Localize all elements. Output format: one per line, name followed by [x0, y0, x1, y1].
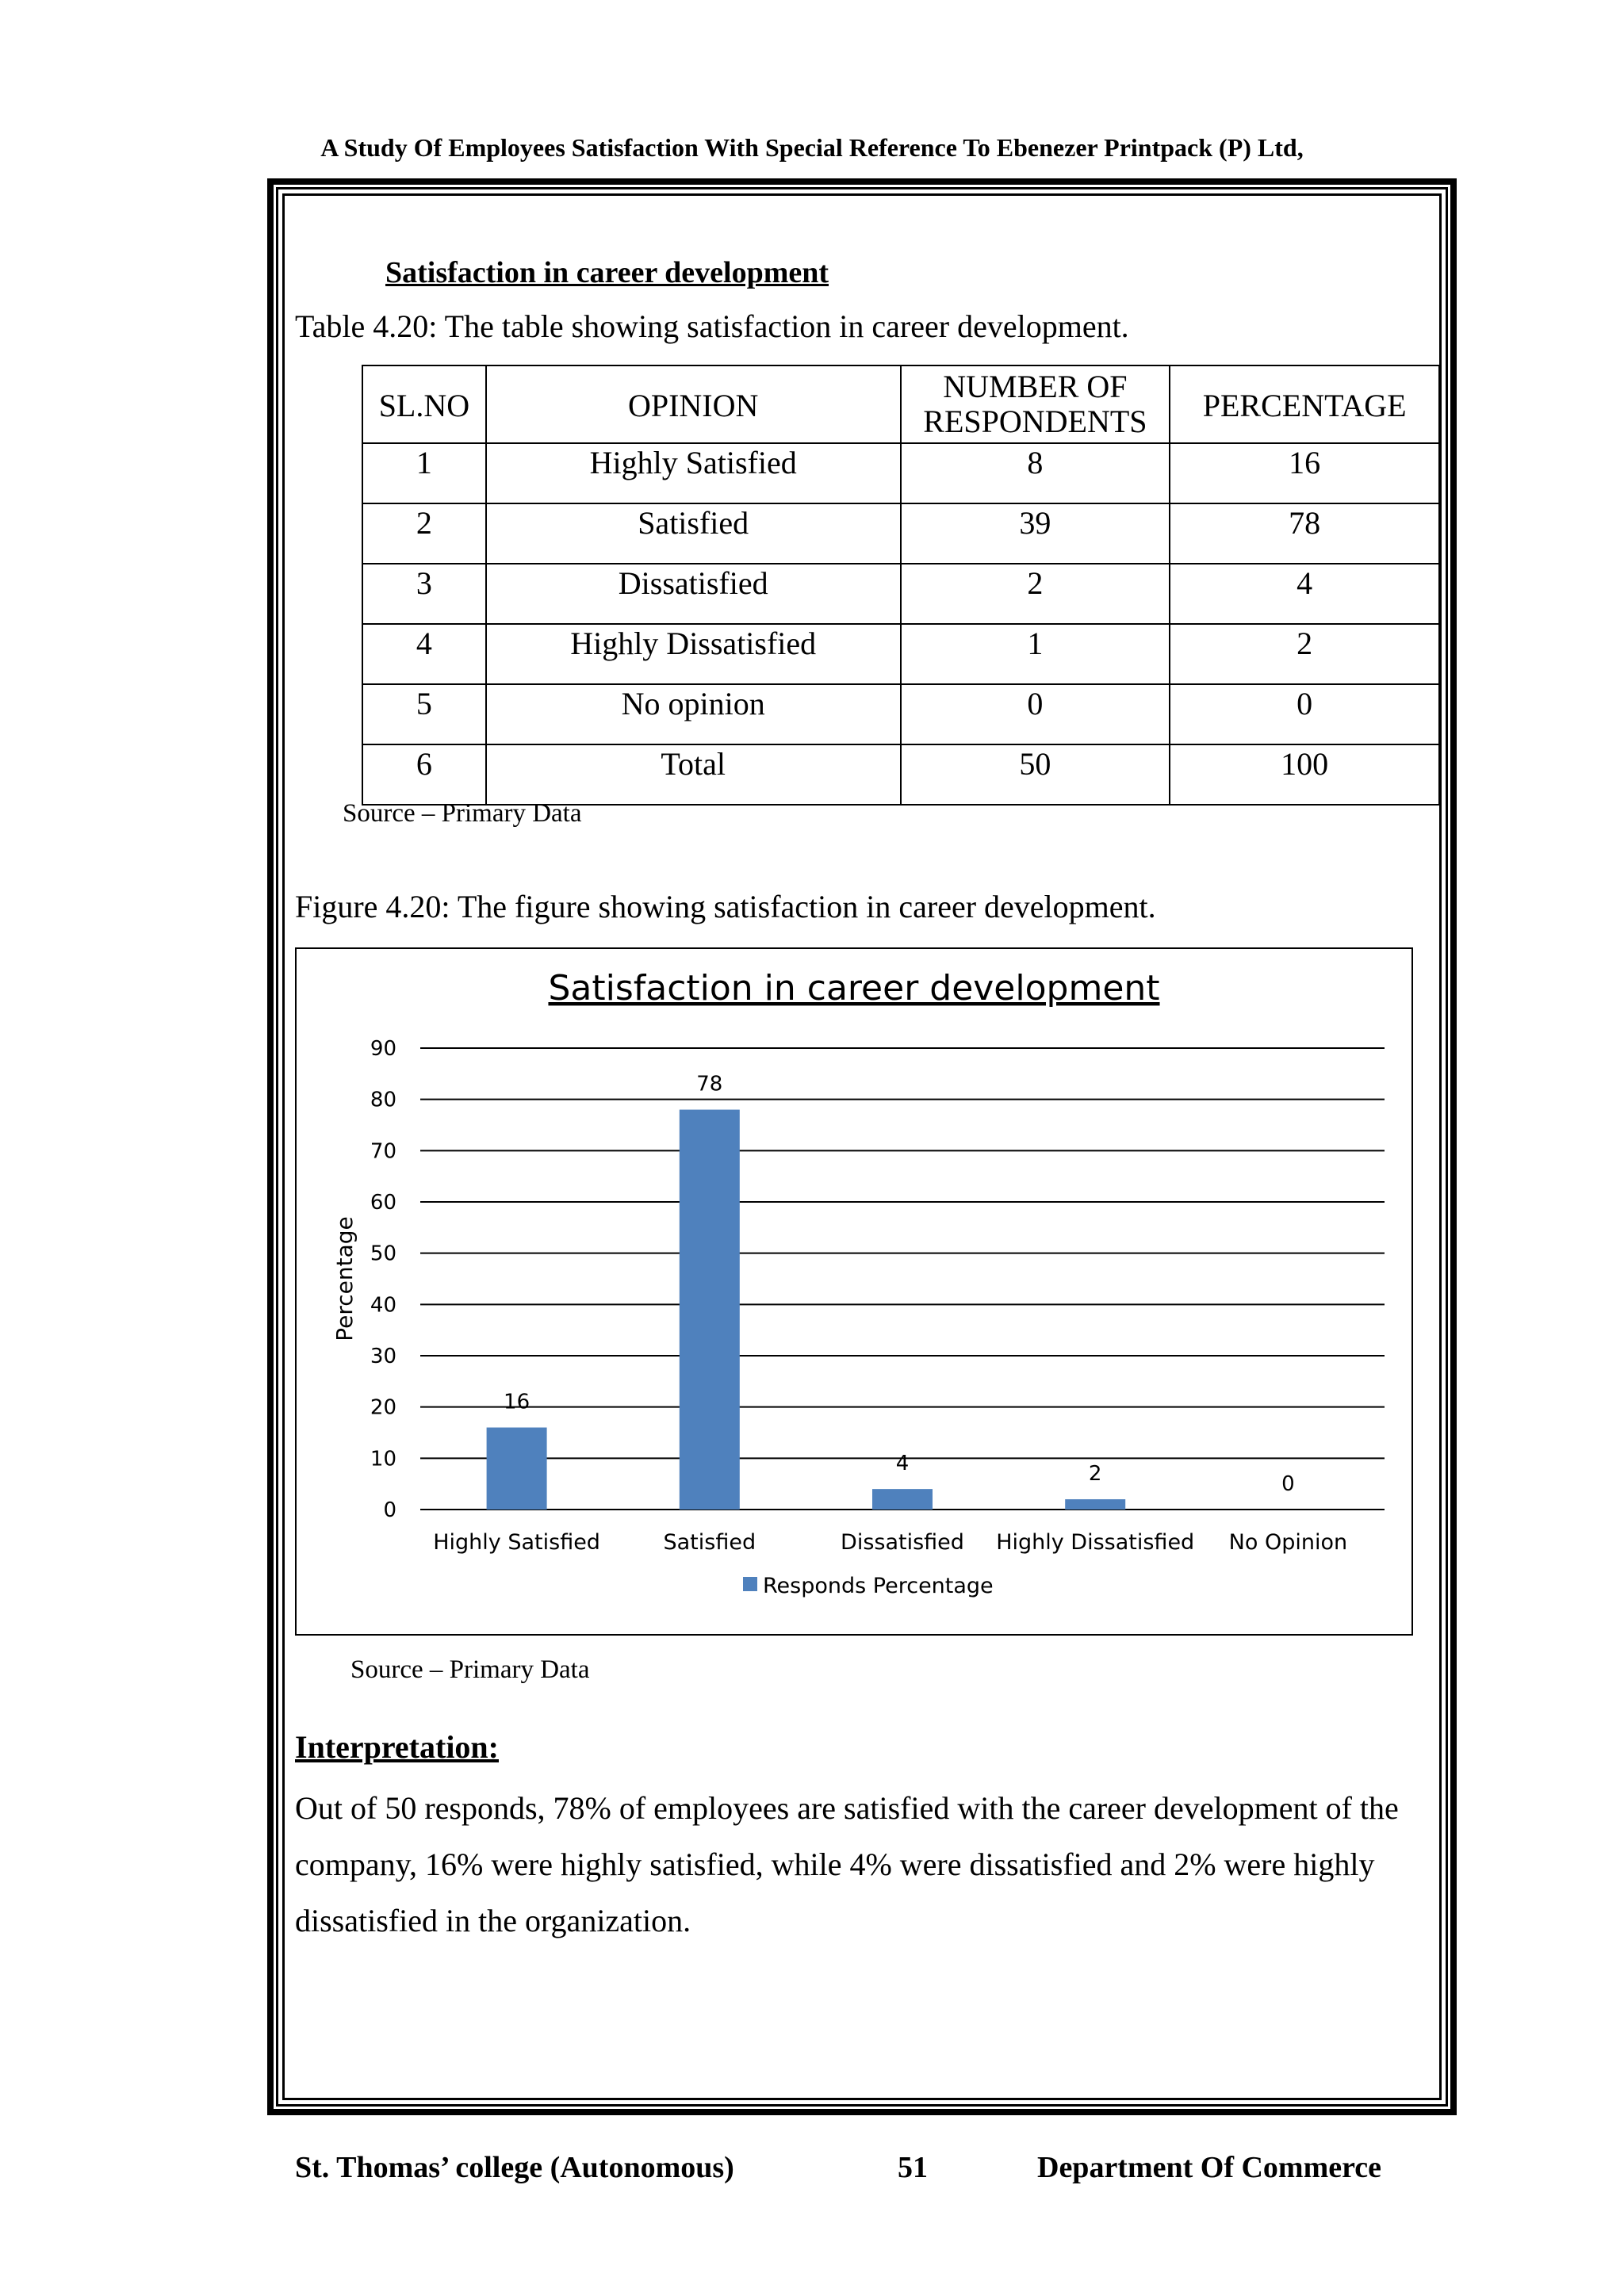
cell-percentage: 100: [1170, 744, 1439, 805]
header-number-line-2: RESPONDENTS: [923, 404, 1147, 439]
y-tick-label: 80: [370, 1088, 396, 1112]
interpretation-heading: Interpretation:: [295, 1729, 499, 1765]
y-tick-label: 30: [370, 1345, 396, 1368]
chart-frame: [295, 947, 1413, 1636]
cell-opinion: Satisfied: [486, 503, 901, 564]
table-row: [362, 443, 1439, 503]
table-row: [362, 624, 1439, 684]
header-number-of-respondents: [901, 365, 1170, 443]
footer-department: Department Of Commerce: [1037, 2151, 1382, 2184]
y-tick-label: 20: [370, 1395, 396, 1420]
footer-college: St. Thomas’ college (Autonomous): [295, 2151, 734, 2184]
legend-swatch: [743, 1577, 757, 1591]
cell-percentage: 78: [1170, 503, 1439, 564]
header-opinion: OPINION: [486, 365, 901, 443]
interpretation-text: Out of 50 responds, 78% of employees are satisfied with the career development of the company, 16% were highly satisfied, while 4% were dissatisfied and 2% were highly dissatisfied in the organization.: [295, 1790, 1399, 1938]
table-caption: Table 4.20: The table showing satisfaction in career development.: [295, 308, 1129, 344]
satisfaction-table: [362, 365, 1440, 806]
header-slno: SL.NO: [362, 365, 486, 443]
y-axis-label: Percentage: [331, 1216, 358, 1341]
cell-slno: 5: [362, 684, 486, 744]
chart-title: Satisfaction in career development: [548, 968, 1160, 1008]
section-heading: Satisfaction in career development: [385, 256, 829, 289]
bar-chart: [297, 949, 1411, 1634]
data-label: 2: [1088, 1462, 1102, 1487]
y-tick-label: 0: [383, 1498, 396, 1522]
y-tick-label: 70: [370, 1139, 396, 1164]
y-tick-label: 10: [370, 1447, 396, 1471]
cell-respondents: 8: [901, 443, 1170, 503]
cell-slno: 4: [362, 624, 486, 684]
x-tick-label: Highly Dissatisfied: [996, 1530, 1195, 1555]
x-tick-label: No Opinion: [1228, 1530, 1348, 1555]
cell-opinion: Dissatisfied: [486, 564, 901, 624]
cell-opinion: Highly Dissatisfied: [486, 624, 901, 684]
cell-opinion: No opinion: [486, 684, 901, 744]
cell-opinion: Highly Satisfied: [486, 443, 901, 503]
cell-respondents: 39: [901, 503, 1170, 564]
bar: [872, 1489, 933, 1510]
data-label: 16: [504, 1390, 530, 1414]
y-tick-label: 40: [370, 1293, 396, 1318]
y-tick-label: 60: [370, 1191, 396, 1215]
header-percentage: PERCENTAGE: [1170, 365, 1439, 443]
running-head: A Study Of Employees Satisfaction With Special Reference To Ebenezer Printpack (P) Ltd,: [320, 133, 1304, 162]
table-row: [362, 564, 1439, 624]
cell-respondents: 0: [901, 684, 1170, 744]
x-tick-label: Highly Satisfied: [433, 1530, 600, 1555]
table-row: [362, 744, 1439, 805]
figure-source: Source – Primary Data: [350, 1655, 590, 1684]
bar: [487, 1428, 547, 1510]
data-label: 0: [1281, 1472, 1295, 1496]
data-label: 78: [696, 1072, 723, 1096]
legend-label: Responds Percentage: [763, 1574, 994, 1598]
bar: [1065, 1499, 1125, 1510]
table-header-row: [362, 365, 1439, 443]
cell-percentage: 0: [1170, 684, 1439, 744]
table-row: [362, 684, 1439, 744]
x-tick-label: Dissatisfied: [841, 1530, 964, 1555]
cell-respondents: 50: [901, 744, 1170, 805]
cell-percentage: 4: [1170, 564, 1439, 624]
y-tick-label: 50: [370, 1242, 396, 1266]
table-source: Source – Primary Data: [343, 799, 582, 828]
bar: [680, 1110, 740, 1510]
x-tick-label: Satisfied: [663, 1530, 756, 1555]
cell-slno: 6: [362, 744, 486, 805]
data-label: 4: [895, 1452, 910, 1476]
footer-page-number: 51: [898, 2151, 928, 2184]
cell-opinion: Total: [486, 744, 901, 805]
cell-respondents: 1: [901, 624, 1170, 684]
table-row: [362, 503, 1439, 564]
cell-slno: 3: [362, 564, 486, 624]
y-tick-label: 90: [370, 1037, 396, 1061]
cell-percentage: 2: [1170, 624, 1439, 684]
cell-slno: 2: [362, 503, 486, 564]
cell-slno: 1: [362, 443, 486, 503]
cell-percentage: 16: [1170, 443, 1439, 503]
figure-caption: Figure 4.20: The figure showing satisfaction in career development.: [295, 889, 1156, 924]
cell-respondents: 2: [901, 564, 1170, 624]
header-number-line-1: NUMBER OF: [943, 369, 1128, 404]
